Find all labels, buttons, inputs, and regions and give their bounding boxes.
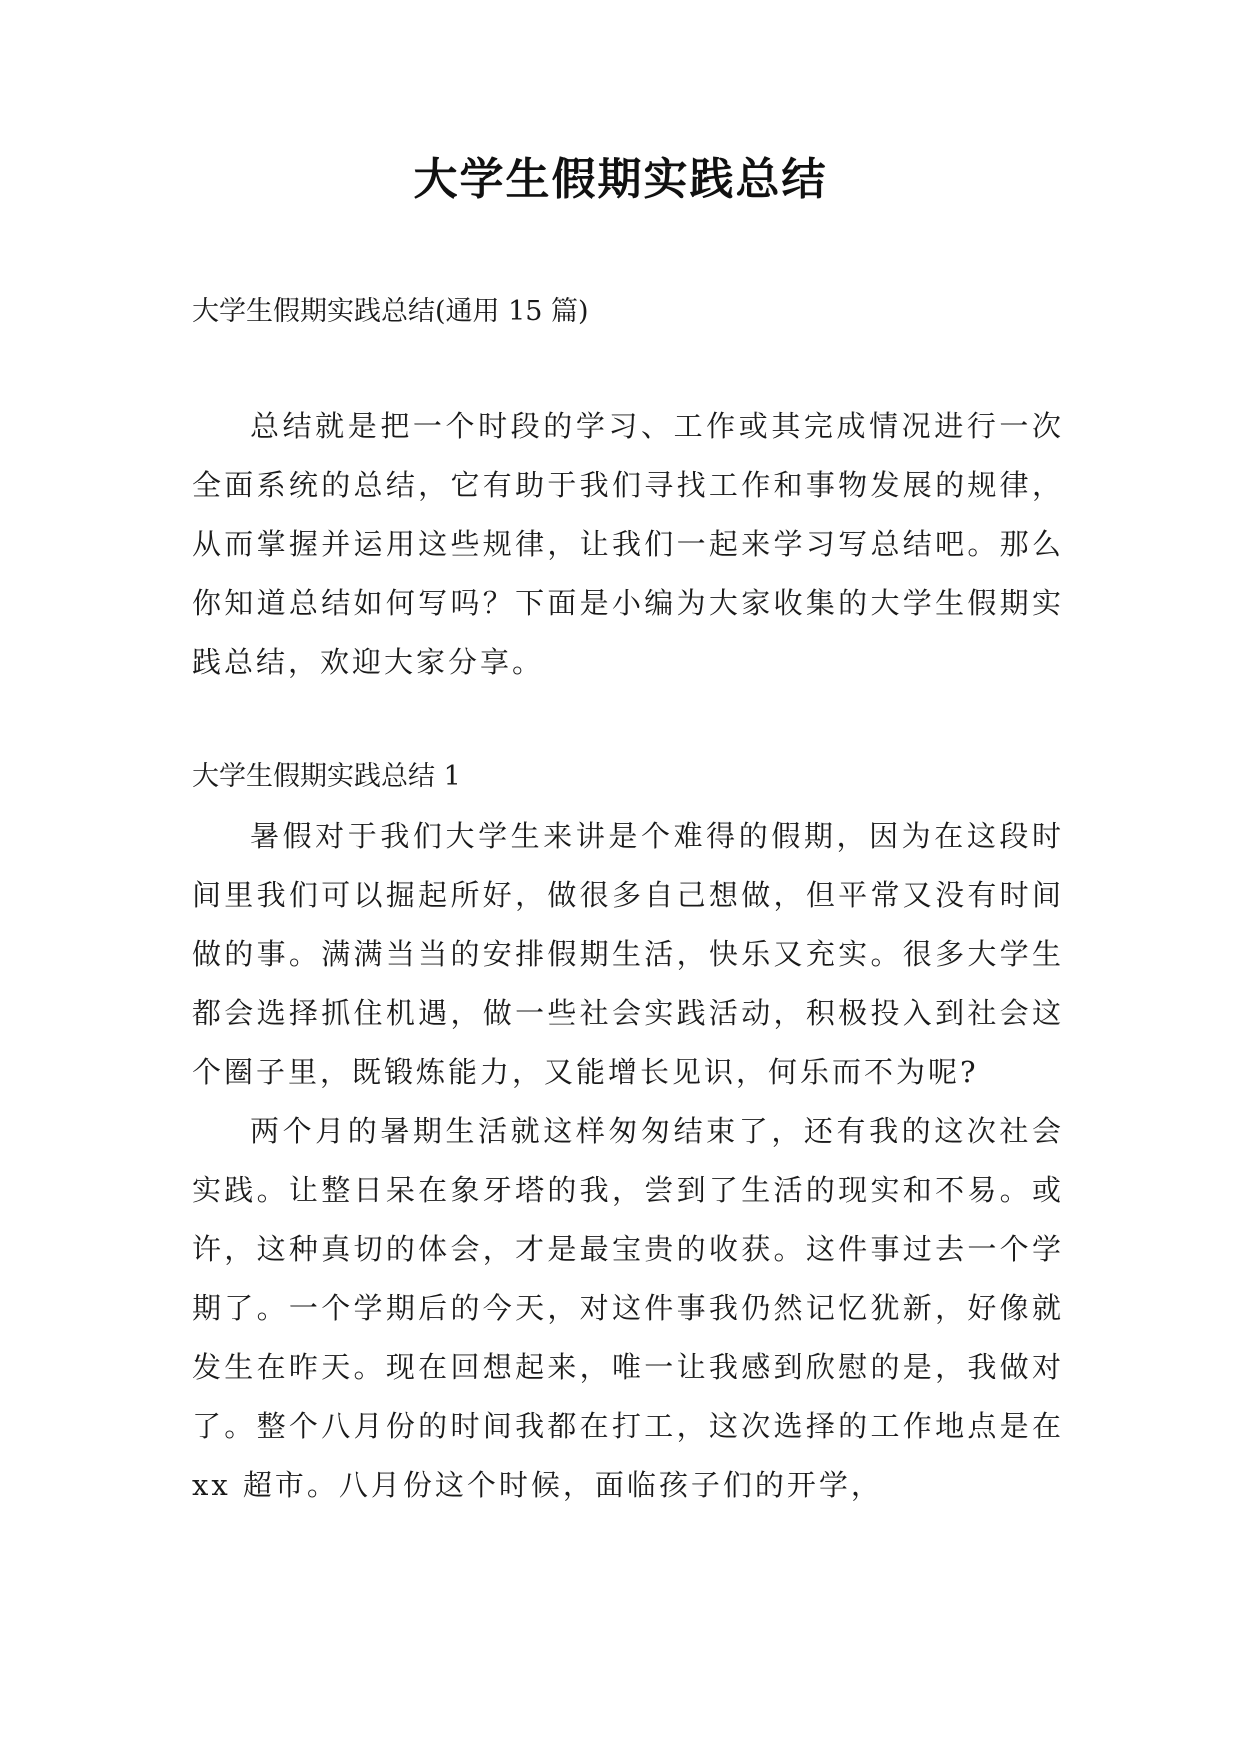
intro-paragraph: 总结就是把一个时段的学习、工作或其完成情况进行一次全面系统的总结，它有助于我们寻找工作和事物发展的规律，从而掌握并运用这些规律，让我们一起来学习写总结吧。那么你知道总结如何写吗？下面是小编为大家收集的大学生假期实践总结，欢迎大家分享。 bbox=[192, 409, 1064, 679]
section-1 bbox=[192, 747, 1064, 1515]
section-paragraph: 两个月的暑期生活就这样匆匆结束了，还有我的这次社会实践。让整日呆在象牙塔的我，尝到了生活的现实和不易。或许，这种真切的体会，才是最宝贵的收获。这件事过去一个学期了。一个学期后的今天，对这件事我仍然记忆犹新，好像就发生在昨天。现在回想起来，唯一让我感到欣慰的是，我做对了。整个八月份的时间我都在打工，这次选择的工作地点是在 xx 超市。八月份这个时候，面临孩子们的开学， bbox=[192, 1114, 1064, 1502]
document-body bbox=[192, 282, 1064, 1515]
section-paragraph: 暑假对于我们大学生来讲是个难得的假期，因为在这段时间里我们可以掘起所好，做很多自己想做，但平常又没有时间做的事。满满当当的安排假期生活，快乐又充实。很多大学生都会选择抓住机遇，做一些社会实践活动，积极投入到社会这个圈子里，既锻炼能力，又能增长见识，何乐而不为呢? bbox=[192, 819, 1064, 1089]
section-heading: 大学生假期实践总结 1 bbox=[192, 761, 461, 792]
document-subtitle: 大学生假期实践总结(通用 15 篇) bbox=[192, 296, 589, 327]
document-title: 大学生假期实践总结 bbox=[413, 154, 828, 205]
